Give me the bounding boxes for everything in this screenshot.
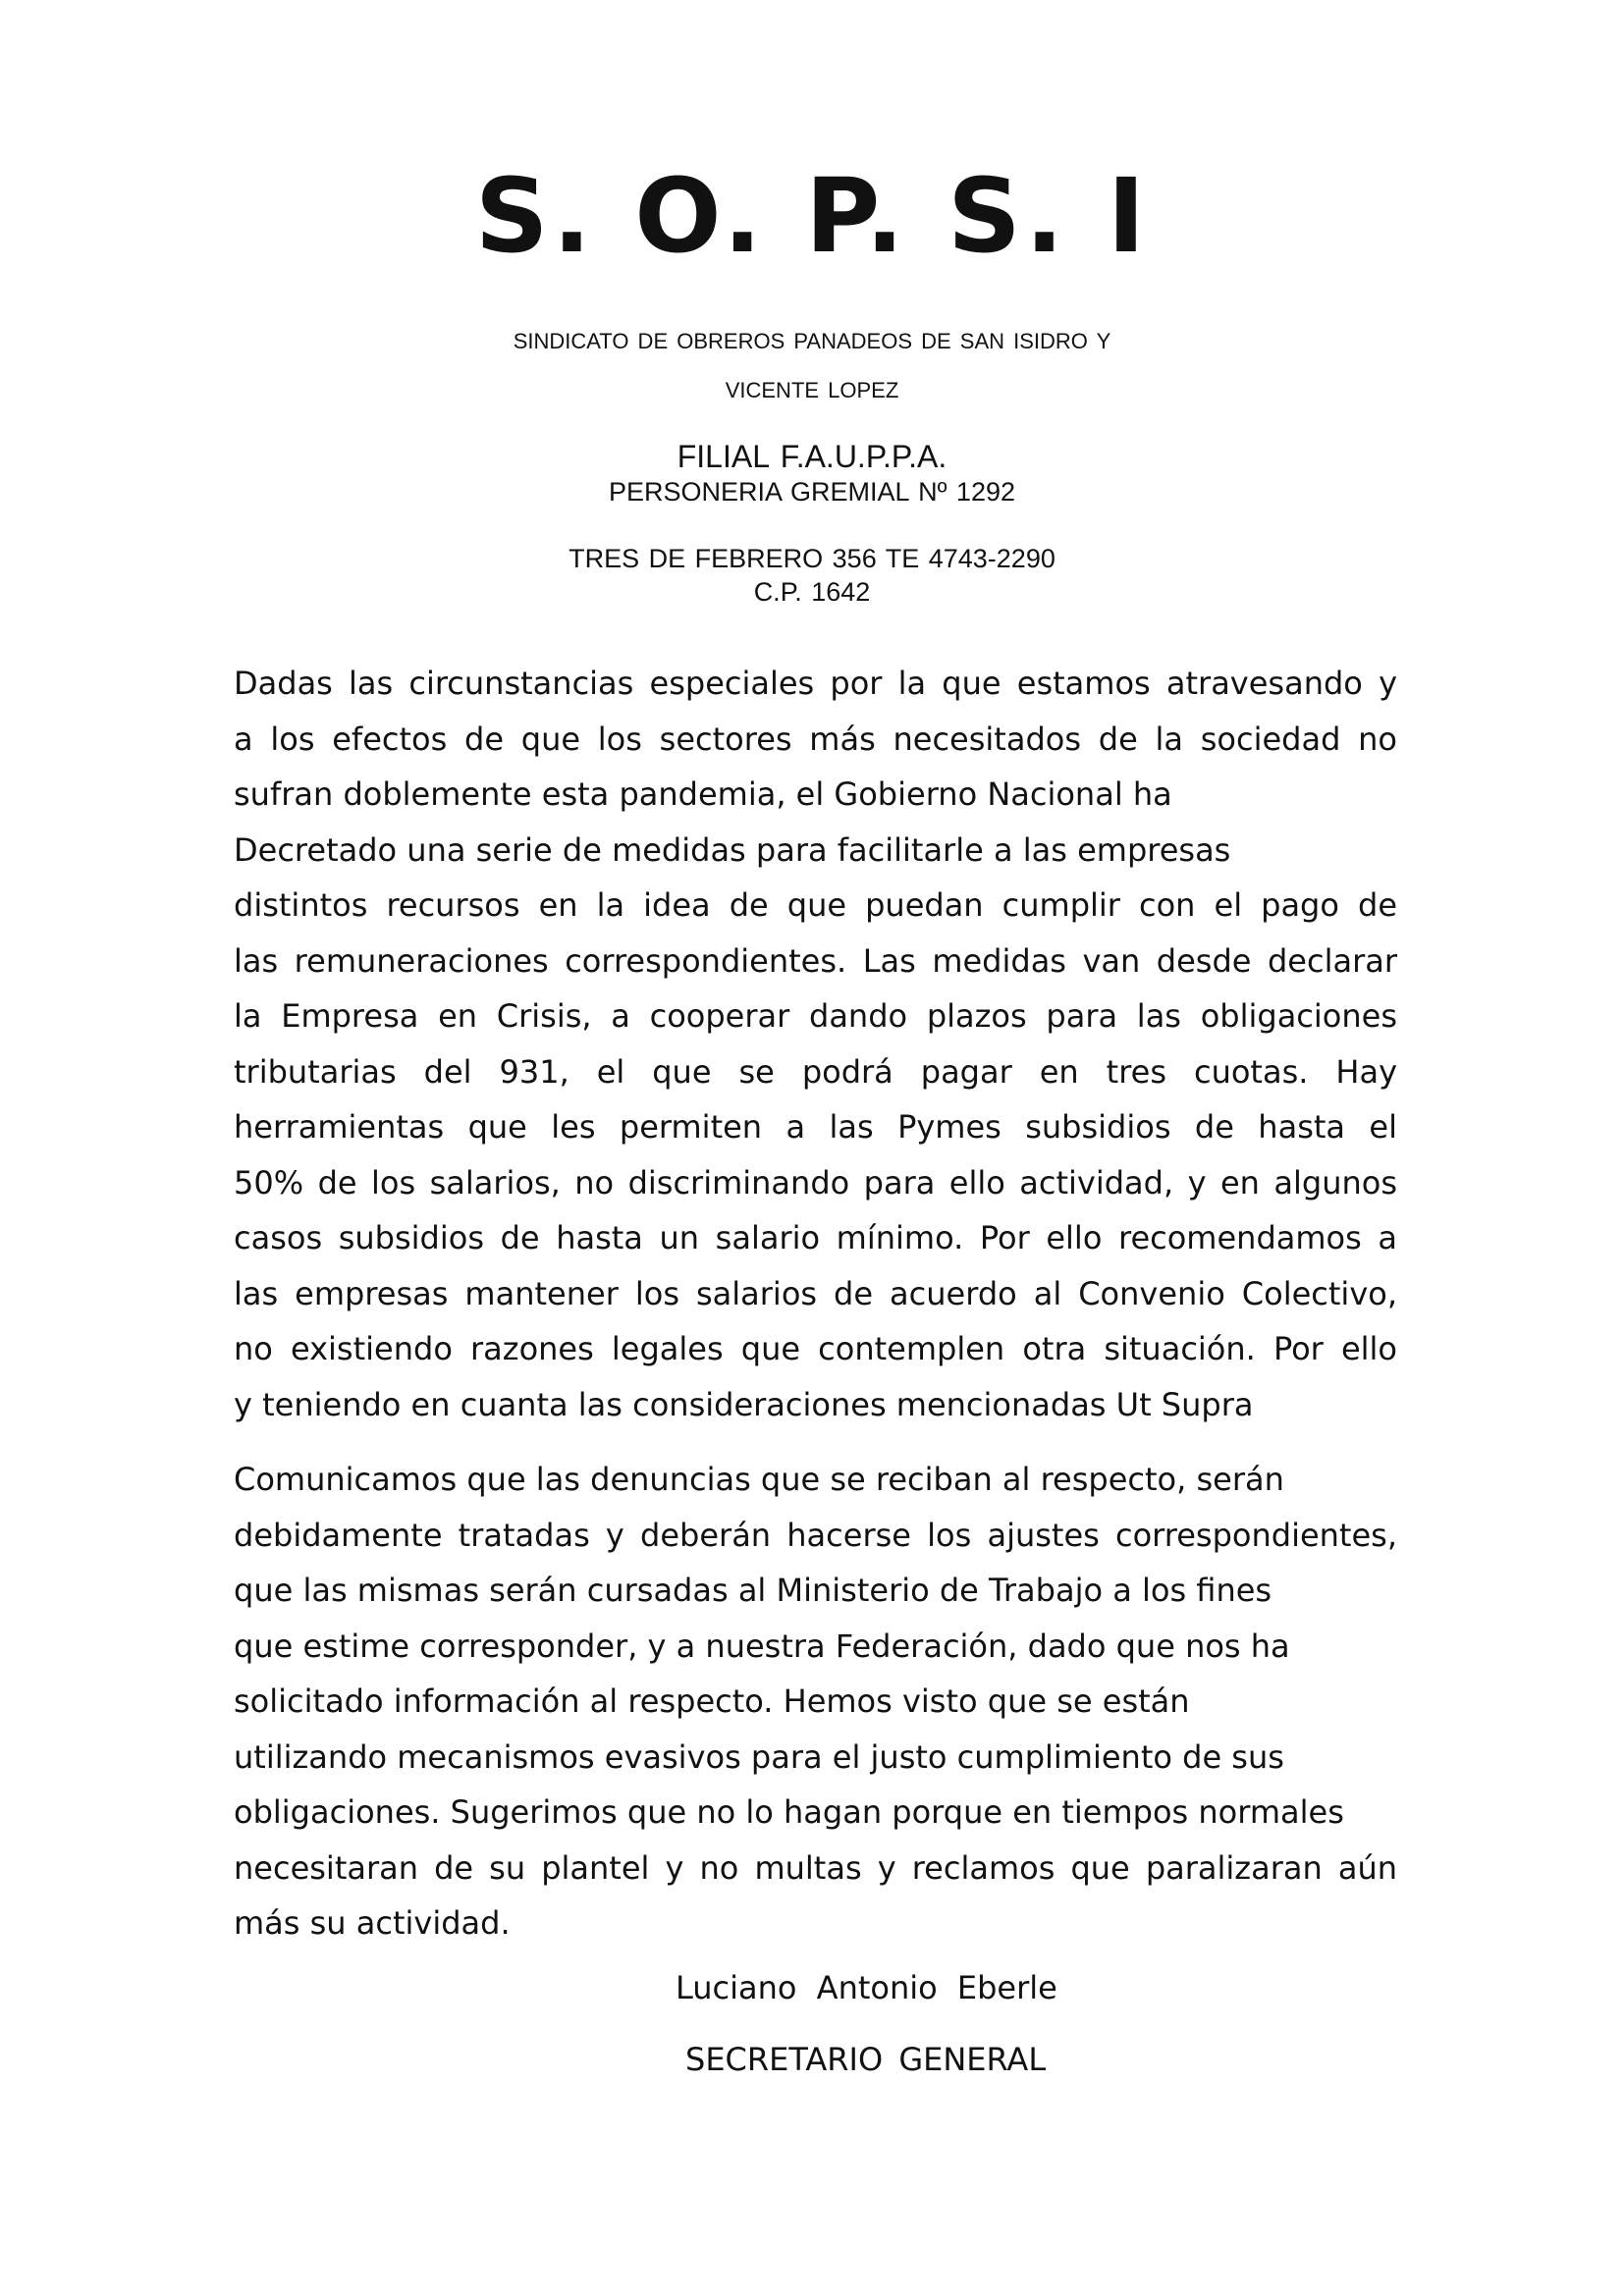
postal-code: C.P. 1642 [753, 577, 871, 607]
text-line: y teniendo en cuanta las consideraciones mencionadas Ut Supra [234, 1385, 1254, 1423]
text-line: que las mismas serán cursadas al Ministerio de Trabajo a los fines [234, 1572, 1272, 1609]
text-line: sufran doblemente esta pandemia, el Gobierno Nacional ha [234, 775, 1172, 813]
text-line: tributarias del 931, el que se podrá pagar en tres cuotas. Hay [234, 1052, 1397, 1091]
filial-line: FILIAL F.A.U.P.P.A. [677, 439, 947, 474]
paragraph-1 [234, 656, 1397, 1432]
text-line: no existiendo razones legales que contemplen otra situación. Por ello [234, 1330, 1397, 1367]
text-line: más su actividad. [234, 1904, 511, 1942]
text-line: Decretado una serie de medidas para facilitarle a las empresas [234, 830, 1231, 869]
text-line: utilizando mecanismos evasivos para el justo cumplimiento de sus [234, 1737, 1284, 1776]
text-line: 50% de los salarios, no discriminando para ello actividad, y en algunos [234, 1163, 1397, 1201]
address-line: TRES DE FEBRERO 356 TE 4743-2290 [568, 544, 1056, 573]
text-line: solicitado información al respecto. Hemos visto que se están [234, 1682, 1190, 1720]
organization-name-line-1: SINDICATO DE OBREROS PANADEOS DE SAN ISIDRO Y [513, 329, 1111, 353]
text-line: Comunicamos que las denuncias que se reciban al respecto, serán [234, 1461, 1284, 1498]
organization-name-line-2: VICENTE LOPEZ [725, 378, 899, 402]
text-line: obligaciones. Sugerimos que no lo hagan porque en tiempos normales [234, 1793, 1344, 1831]
text-line: debidamente tratadas y deberán hacerse los ajustes correspondientes, [234, 1516, 1397, 1554]
text-line: las remuneraciones correspondientes. Las medidas van desde declarar [234, 941, 1397, 980]
organization-acronym: S. O. P. S. I [474, 156, 1150, 276]
text-line: que estime corresponder, y a nuestra Federación, dado que nos ha [234, 1627, 1290, 1665]
text-line: herramientas que les permiten a las Pymes subsidios de hasta el [234, 1108, 1397, 1146]
text-line: la Empresa en Crisis, a cooperar dando plazos para las obligaciones [234, 997, 1397, 1035]
signatory-name: Luciano Antonio Eberle [676, 1969, 1057, 2006]
text-line: las empresas mantener los salarios de acuerdo al Convenio Colectivo, [234, 1274, 1397, 1312]
text-line: Dadas las circunstancias especiales por la que estamos atravesando y [234, 665, 1397, 702]
paragraph-2 [234, 1452, 1397, 1951]
text-line: casos subsidios de hasta un salario mínimo. Por ello recomendamos a [234, 1219, 1397, 1256]
text-line: distintos recursos en la idea de que puedan cumplir con el pago de [234, 886, 1397, 924]
text-line: necesitaran de su plantel y no multas y reclamos que paralizaran aún [234, 1848, 1397, 1887]
signatory-title: SECRETARIO GENERAL [685, 2041, 1047, 2078]
text-line: a los efectos de que los sectores más necesitados de la sociedad no [234, 720, 1397, 758]
personeria-gremial: PERSONERIA GREMIAL Nº 1292 [608, 477, 1015, 507]
